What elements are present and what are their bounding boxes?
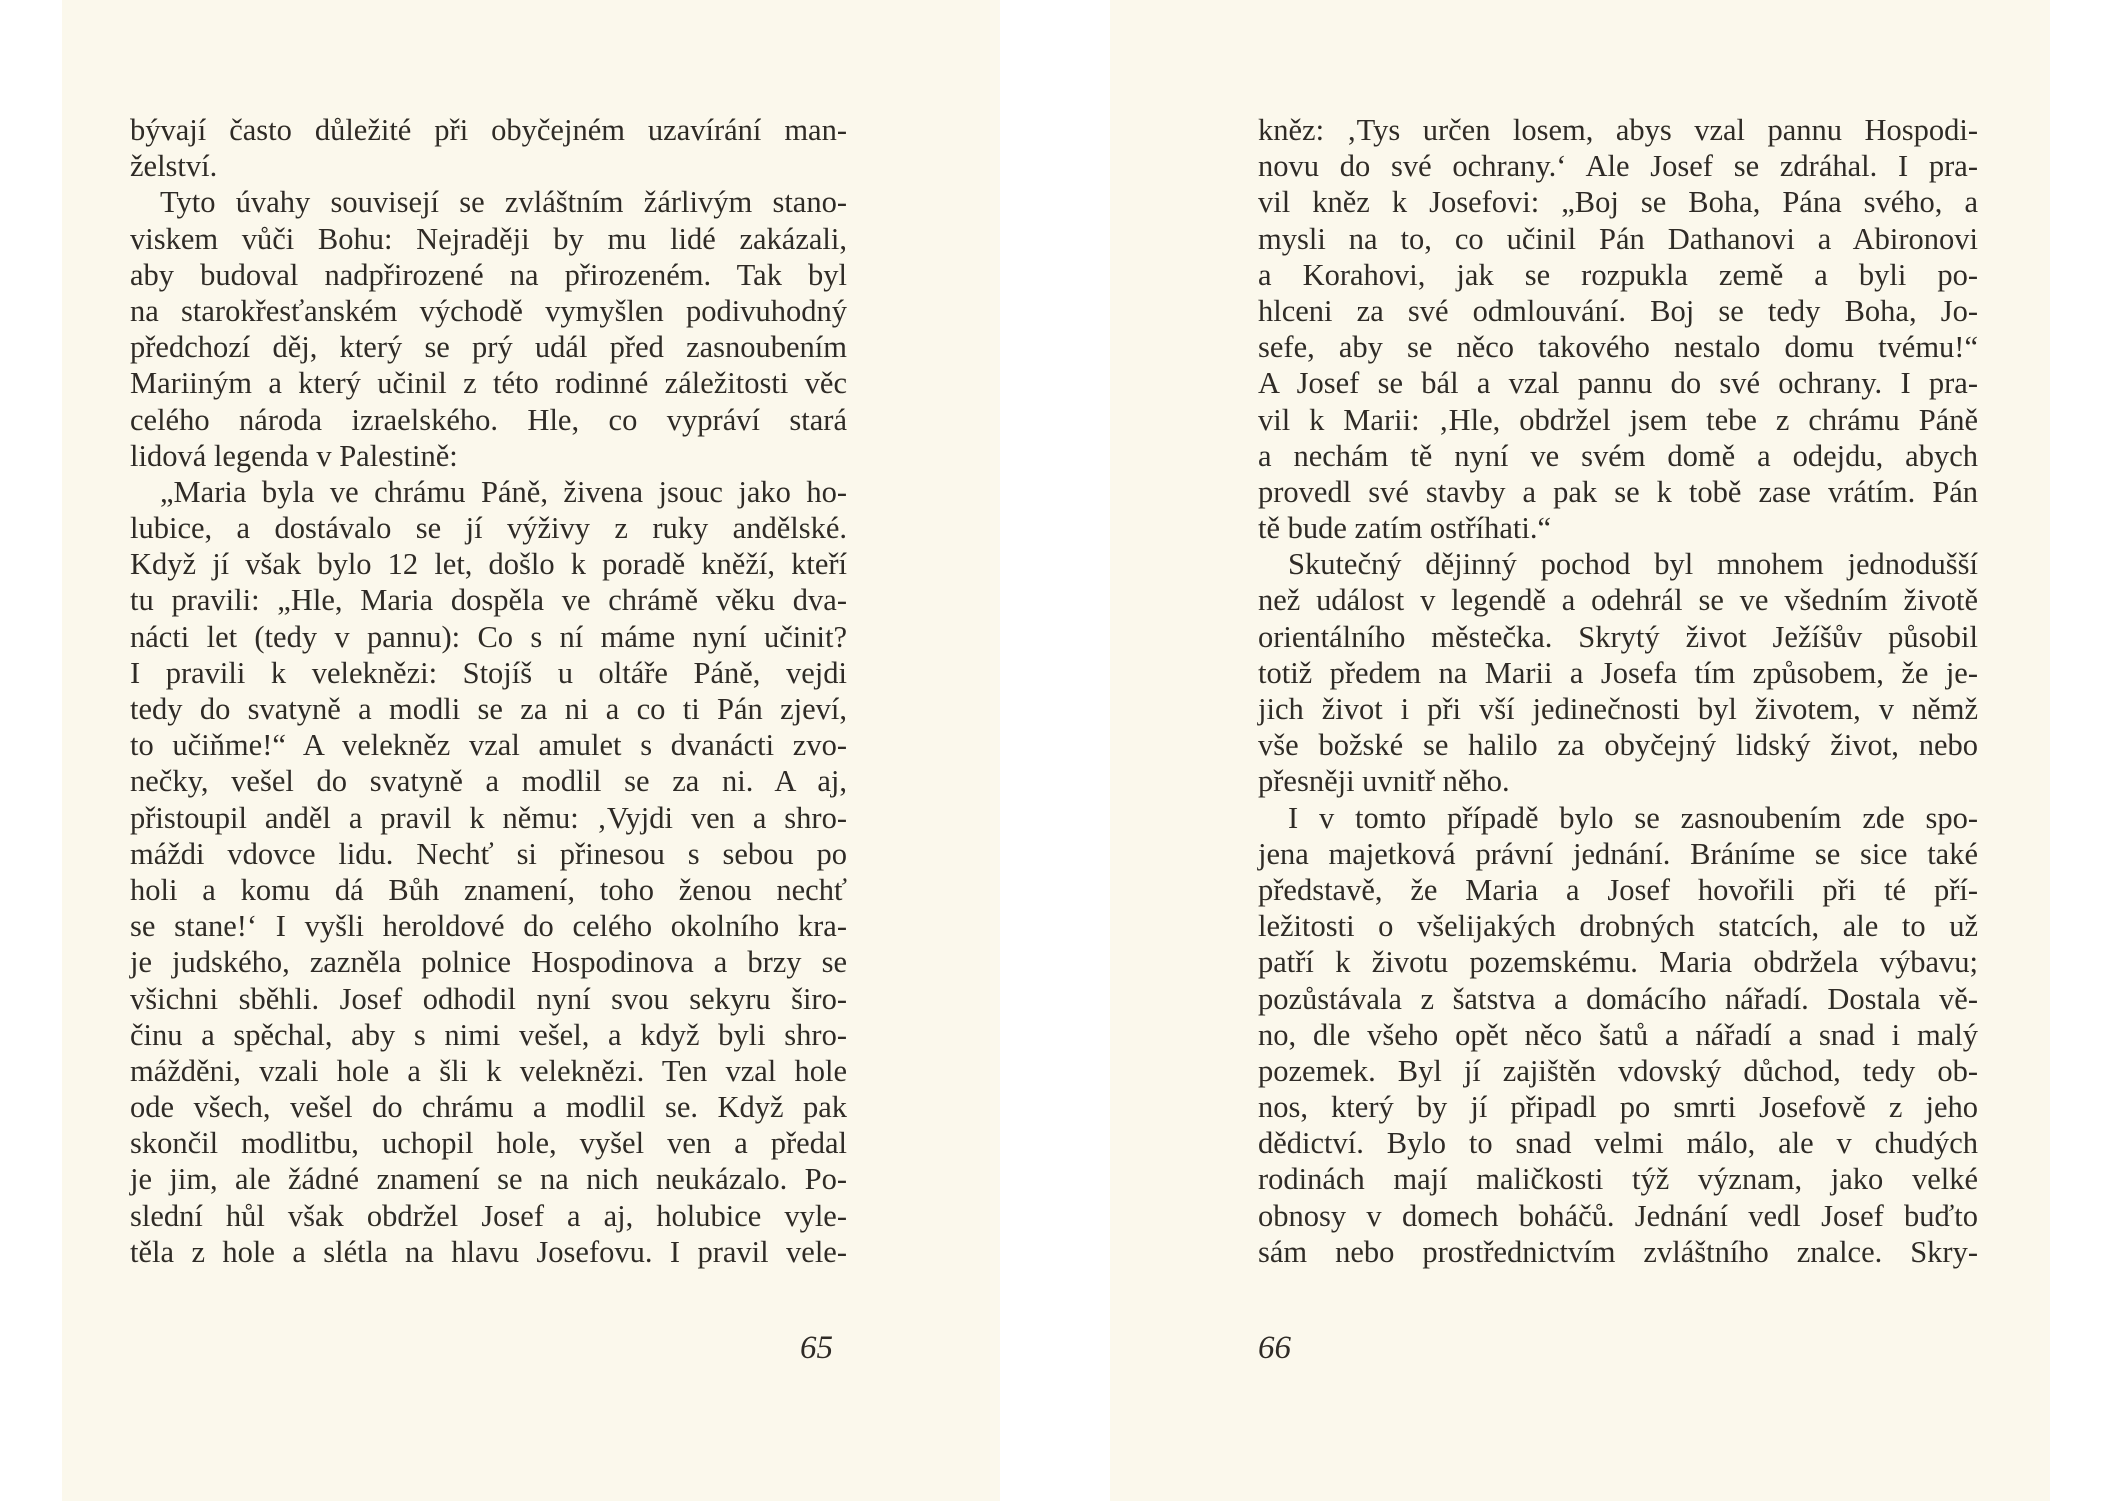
text-line: ležitosti o všelijakých drobných statcích, ale to už	[1258, 909, 1978, 944]
text-line: vil kněz k Josefovi: „Boj se Boha, Pána svého, a	[1258, 185, 1978, 220]
left-page-text	[130, 112, 847, 1270]
text-line: lubice, a dostávalo se jí výživy z ruky andělské.	[130, 511, 847, 546]
text-line: mysli na to, co učinil Pán Dathanovi a Abironovi	[1258, 221, 1978, 256]
text-line: pozůstávala z šatstva a domácího nářadí. Dostala vě-	[1258, 981, 1978, 1016]
text-line: těla z hole a slétla na hlavu Josefovu. I pravil vele-	[130, 1234, 847, 1269]
text-line: želství.	[130, 149, 218, 184]
text-line: „Maria byla ve chrámu Páně, živena jsouc jako ho-	[160, 474, 847, 509]
text-line: nečky, vešel do svatyně a modlil se za ni. A aj,	[130, 764, 847, 799]
text-line: tedy do svatyně a modli se za ni a co ti Pán zjeví,	[130, 692, 847, 726]
text-line: aby budoval nadpřirozené na přirozeném. Tak byl	[130, 257, 847, 292]
text-line: vil k Marii: ‚Hle, obdržel jsem tebe z chrámu Páně	[1258, 402, 1978, 437]
text-line: pozemek. Byl jí zajištěn vdovský důchod, tedy ob-	[1258, 1053, 1978, 1088]
text-line: na starokřesťanském východě vymyšlen podivuhodný	[130, 293, 847, 328]
text-line: Skutečný dějinný pochod byl mnohem jednodušší	[1288, 547, 1978, 582]
text-line: a nechám tě nyní ve svém domě a odejdu, abych	[1258, 438, 1978, 473]
text-line: a Korahovi, jak se rozpukla země a byli po-	[1258, 257, 1978, 292]
text-line: tu pravili: „Hle, Maria dospěla ve chrámě věku dva-	[130, 583, 847, 618]
text-line: všichni sběhli. Josef odhodil nyní svou sekyru širo-	[130, 981, 847, 1016]
text-line: je jim, ale žádné znamení se na nich neukázalo. Po-	[130, 1162, 847, 1197]
text-line: sám nebo prostřednictvím zvláštního znalce. Skry-	[1258, 1234, 1978, 1269]
text-line: se stane!‘ I vyšli heroldové do celého okolního kra-	[130, 909, 847, 944]
text-line: máždi vdovce lidu. Nechť si přinesou s sebou po	[130, 836, 847, 871]
text-line: rodinách mají maličkosti týž význam, jako velké	[1258, 1162, 1978, 1197]
text-line: činu a spěchal, aby s nimi vešel, a když byli shro-	[130, 1017, 847, 1052]
text-line: orientálního městečka. Skrytý život Ježíšův působil	[1258, 619, 1978, 654]
text-line: nácti let (tedy v pannu): Co s ní máme nyní učinit?	[130, 619, 847, 654]
text-line: Mariiným a který učinil z této rodinné záležitosti věc	[130, 366, 847, 401]
text-line: tě bude zatím ostříhati.“	[1258, 511, 1552, 546]
text-line: I pravili k veleknězi: Stojíš u oltáře Páně, vejdi	[130, 655, 847, 690]
text-line: kněz: ‚Tys určen losem, abys vzal pannu Hospodi-	[1258, 113, 1978, 147]
text-line: A Josef se bál a vzal pannu do své ochrany. I pra-	[1258, 366, 1978, 401]
text-line: bývají často důležité při obyčejném uzavírání man-	[130, 113, 847, 147]
text-line: novu do své ochrany.‘ Ale Josef se zdráhal. I pra-	[1258, 149, 1978, 184]
left-page	[62, 0, 1000, 1501]
text-line: je judského, zazněla polnice Hospodinova a brzy se	[130, 945, 847, 980]
right-page-text	[1258, 112, 1978, 1270]
text-line: představě, že Maria a Josef hovořili při té pří-	[1258, 872, 1978, 907]
left-page-number: 65	[800, 1330, 833, 1366]
text-line: no, dle všeho opět něco šatů a nářadí a snad i malý	[1258, 1017, 1978, 1052]
text-line: nos, který by jí připadl po smrti Josefově z jeho	[1258, 1090, 1978, 1125]
text-line: Když jí však bylo 12 let, došlo k poradě kněží, kteří	[130, 547, 847, 582]
text-line: holi a komu dá Bůh znamení, toho ženou nechť	[130, 872, 847, 907]
text-line: mážděni, vzali hole a šli k veleknězi. Ten vzal hole	[130, 1053, 847, 1088]
text-line: to učiňme!“ A velekněz vzal amulet s dvanácti zvo-	[130, 728, 847, 763]
text-line: hlceni za své odmlouvání. Boj se tedy Boha, Jo-	[1258, 293, 1978, 328]
text-line: celého národa izraelského. Hle, co vypráví stará	[130, 402, 847, 437]
text-line: přesněji uvnitř něho.	[1258, 764, 1510, 799]
right-page-number: 66	[1258, 1330, 1291, 1366]
text-line: ode všech, vešel do chrámu a modlil se. Když pak	[130, 1090, 847, 1125]
text-line: patří k životu pozemskému. Maria obdržela výbavu;	[1258, 945, 1978, 980]
text-line: předchozí děj, který se prý udál před zasnoubením	[130, 330, 847, 365]
text-line: sefe, aby se něco takového nestalo domu tvému!“	[1258, 330, 1978, 365]
text-line: přistoupil anděl a pravil k němu: ‚Vyjdi ven a shro-	[130, 800, 847, 835]
text-line: vše božské se halilo za obyčejný lidský život, nebo	[1258, 728, 1978, 763]
right-page	[1110, 0, 2050, 1501]
text-line: skončil modlitbu, uchopil hole, vyšel ven a předal	[130, 1126, 847, 1161]
text-line: jich život i při vší jedinečnosti byl životem, v němž	[1258, 692, 1978, 726]
text-line: lidová legenda v Palestině:	[130, 438, 458, 473]
text-line: obnosy v domech boháčů. Jednání vedl Josef buďto	[1258, 1198, 1978, 1233]
text-line: než událost v legendě a odehrál se ve všedním životě	[1258, 583, 1978, 618]
text-line: viskem vůči Bohu: Nejraději by mu lidé zakázali,	[130, 221, 847, 256]
text-line: totiž předem na Marii a Josefa tím způsobem, že je-	[1258, 655, 1978, 690]
text-line: provedl své stavby a pak se k tobě zase vrátím. Pán	[1258, 474, 1978, 509]
text-line: I v tomto případě bylo se zasnoubením zde spo-	[1288, 800, 1978, 835]
text-line: dědictví. Bylo to snad velmi málo, ale v chudých	[1258, 1126, 1978, 1161]
text-line: Tyto úvahy souvisejí se zvláštním žárlivým stano-	[160, 185, 847, 220]
text-line: jena majetková právní jednání. Bráníme se sice také	[1258, 836, 1978, 871]
text-line: slední hůl však obdržel Josef a aj, holubice vyle-	[130, 1198, 847, 1233]
